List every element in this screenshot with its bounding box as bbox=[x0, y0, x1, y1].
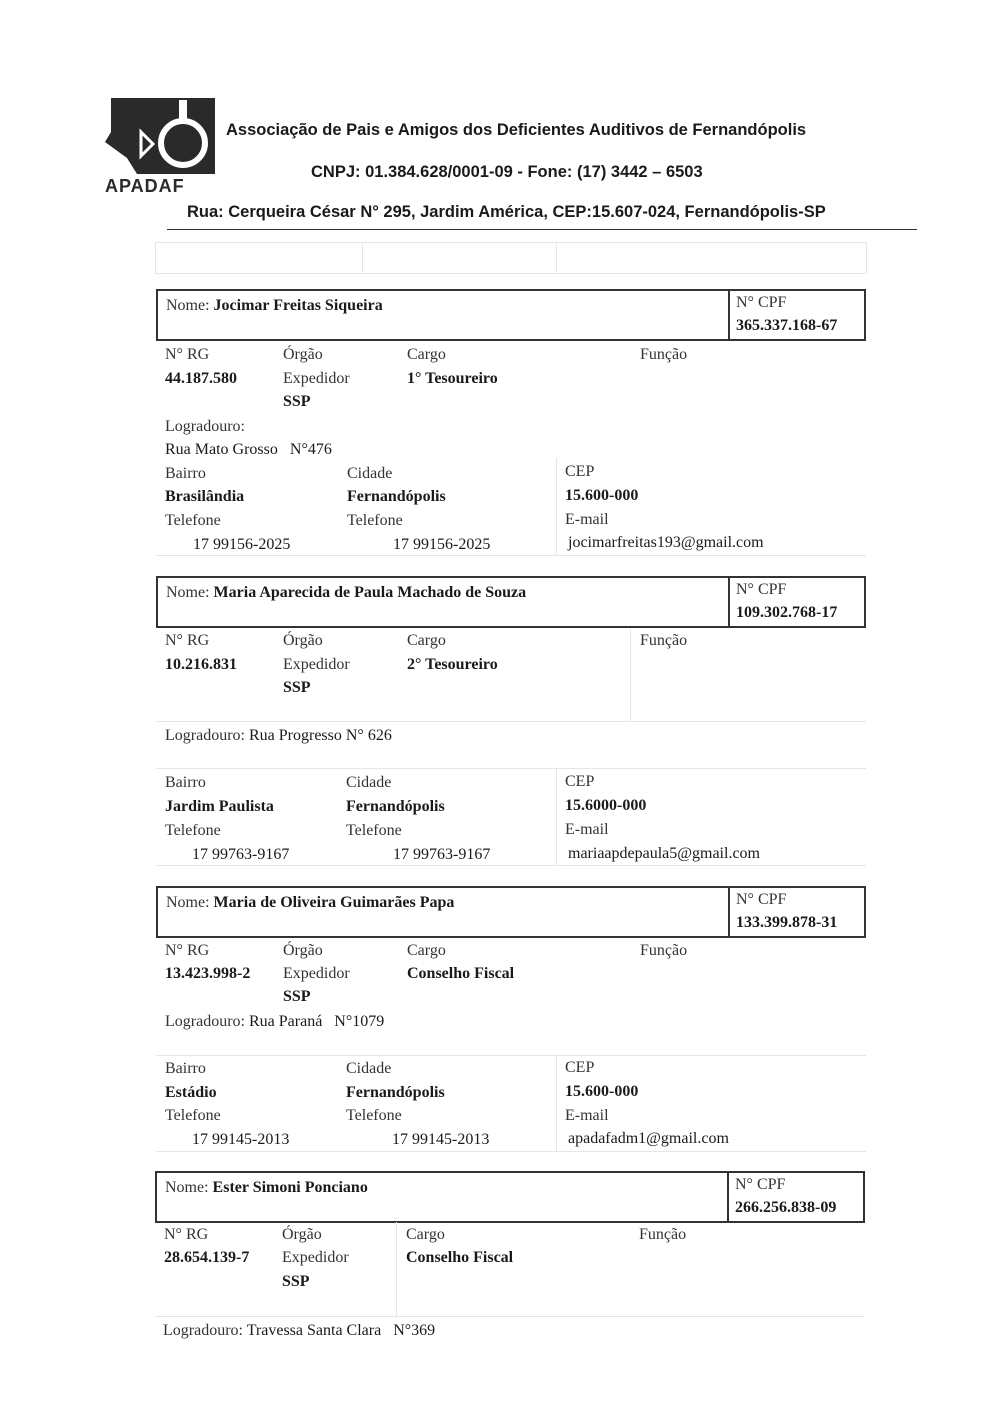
cep-value: 15.6000-000 bbox=[565, 797, 647, 814]
expedidor-label: Expedidor bbox=[283, 965, 350, 982]
logradouro-label: Logradouro: bbox=[165, 727, 245, 744]
email-label: E-mail bbox=[565, 511, 609, 528]
cargo-label: Cargo bbox=[407, 942, 446, 959]
bairro-label: Bairro bbox=[165, 774, 206, 791]
rg-label: N° RG bbox=[165, 942, 210, 959]
orgao-label: Órgão bbox=[282, 1226, 322, 1243]
logradouro-label: Logradouro: bbox=[163, 1322, 243, 1339]
bairro-value: Estádio bbox=[165, 1084, 217, 1101]
email-label: E-mail bbox=[565, 821, 609, 838]
bairro-label: Bairro bbox=[165, 465, 206, 482]
name-box bbox=[156, 289, 866, 341]
rg-value: 10.216.831 bbox=[165, 656, 237, 673]
telefone-label: Telefone bbox=[346, 822, 402, 839]
name-label: Nome: bbox=[166, 297, 210, 314]
cep-label: CEP bbox=[565, 773, 595, 790]
logradouro-line bbox=[165, 726, 392, 746]
rg-value: 13.423.998-2 bbox=[165, 965, 251, 982]
cidade-label: Cidade bbox=[347, 465, 393, 482]
cidade-value: Fernandópolis bbox=[346, 798, 445, 815]
orgao-label: Órgão bbox=[283, 942, 323, 959]
orgao-value: SSP bbox=[283, 988, 311, 1005]
funcao-label: Função bbox=[640, 942, 688, 959]
cep-label: CEP bbox=[565, 1059, 595, 1076]
name-label: Nome: bbox=[166, 584, 210, 601]
logradouro-value: Rua Paraná N°1079 bbox=[248, 1013, 385, 1030]
telefone-value: 17 99156-2025 bbox=[393, 536, 491, 553]
funcao-label: Função bbox=[640, 346, 688, 363]
email-value: apadafadm1@gmail.com bbox=[568, 1130, 729, 1147]
orgao-label: Órgão bbox=[283, 346, 323, 363]
rg-label: N° RG bbox=[165, 346, 210, 363]
name-box bbox=[156, 576, 866, 628]
telefone-label: Telefone bbox=[165, 822, 221, 839]
name-label: Nome: bbox=[166, 894, 210, 911]
cidade-label: Cidade bbox=[346, 774, 392, 791]
funcao-label: Função bbox=[640, 632, 688, 649]
cpf-label: N° CPF bbox=[736, 891, 787, 908]
cpf-label: N° CPF bbox=[736, 294, 787, 311]
member-name: Maria Aparecida de Paula Machado de Souza bbox=[213, 584, 527, 601]
orgao-value: SSP bbox=[283, 393, 311, 410]
logo-wordmark: APADAF bbox=[105, 176, 185, 196]
cpf-value: 133.399.878-31 bbox=[736, 914, 838, 931]
cargo-value: 2° Tesoureiro bbox=[407, 656, 498, 673]
email-value: jocimarfreitas193@gmail.com bbox=[568, 534, 764, 551]
telefone-value: 17 99763-9167 bbox=[393, 846, 491, 863]
logradouro-label: Logradouro: bbox=[165, 1013, 245, 1030]
bairro-label: Bairro bbox=[165, 1060, 206, 1077]
telefone-value: 17 99763-9167 bbox=[192, 846, 290, 863]
logradouro-label: Logradouro: bbox=[165, 418, 245, 435]
cargo-value: Conselho Fiscal bbox=[406, 1249, 514, 1266]
orgao-label: Órgão bbox=[283, 632, 323, 649]
rg-label: N° RG bbox=[165, 632, 210, 649]
cep-value: 15.600-000 bbox=[565, 487, 639, 504]
cargo-label: Cargo bbox=[406, 1226, 445, 1243]
apadaf-logo bbox=[103, 98, 219, 198]
expedidor-label: Expedidor bbox=[282, 1249, 349, 1266]
cargo-value: 1° Tesoureiro bbox=[407, 370, 498, 387]
cidade-value: Fernandópolis bbox=[347, 488, 446, 505]
email-value: mariaapdepaula5@gmail.com bbox=[568, 845, 760, 862]
telefone-label: Telefone bbox=[165, 512, 221, 529]
telefone-label: Telefone bbox=[165, 1107, 221, 1124]
rg-label: N° RG bbox=[164, 1226, 209, 1243]
member-name: Jocimar Freitas Siqueira bbox=[213, 297, 383, 314]
cep-value: 15.600-000 bbox=[565, 1083, 639, 1100]
cpf-label: N° CPF bbox=[735, 1176, 786, 1193]
cidade-label: Cidade bbox=[346, 1060, 392, 1077]
logradouro-line bbox=[163, 1321, 435, 1341]
association-address: Rua: Cerqueira César N° 295, Jardim América, CEP:15.607-024, Fernandópolis-SP bbox=[187, 203, 826, 221]
cargo-label: Cargo bbox=[407, 632, 446, 649]
telefone-value: 17 99145-2013 bbox=[392, 1131, 490, 1148]
name-box bbox=[156, 886, 866, 938]
ear-logo-icon bbox=[103, 98, 219, 182]
telefone-value: 17 99156-2025 bbox=[193, 536, 291, 553]
orgao-value: SSP bbox=[282, 1273, 310, 1290]
cpf-value: 266.256.838-09 bbox=[735, 1199, 837, 1216]
member-name: Ester Simoni Ponciano bbox=[212, 1179, 368, 1196]
telefone-label: Telefone bbox=[347, 512, 403, 529]
logradouro-value: Rua Progresso N° 626 bbox=[248, 727, 392, 744]
cep-label: CEP bbox=[565, 463, 595, 480]
cargo-label: Cargo bbox=[407, 346, 446, 363]
name-box bbox=[155, 1171, 865, 1223]
member-name: Maria de Oliveira Guimarães Papa bbox=[213, 894, 455, 911]
orgao-value: SSP bbox=[283, 679, 311, 696]
funcao-label: Função bbox=[639, 1226, 687, 1243]
association-name: Associação de Pais e Amigos dos Deficientes Auditivos de Fernandópolis bbox=[226, 121, 807, 139]
expedidor-label: Expedidor bbox=[283, 370, 350, 387]
bairro-value: Brasilândia bbox=[165, 488, 245, 505]
logradouro-line bbox=[165, 1012, 384, 1032]
telefone-value: 17 99145-2013 bbox=[192, 1131, 290, 1148]
cpf-value: 365.337.168-67 bbox=[736, 317, 838, 334]
empty-table-row bbox=[155, 242, 867, 274]
header-divider bbox=[167, 229, 917, 230]
cidade-value: Fernandópolis bbox=[346, 1084, 445, 1101]
bairro-value: Jardim Paulista bbox=[165, 798, 274, 815]
email-label: E-mail bbox=[565, 1107, 609, 1124]
cpf-value: 109.302.768-17 bbox=[736, 604, 838, 621]
rg-value: 44.187.580 bbox=[165, 370, 237, 387]
cargo-value: Conselho Fiscal bbox=[407, 965, 515, 982]
cpf-label: N° CPF bbox=[736, 581, 787, 598]
rg-value: 28.654.139-7 bbox=[164, 1249, 250, 1266]
cnpj-phone: CNPJ: 01.384.628/0001-09 - Fone: (17) 3442 – 6503 bbox=[311, 163, 703, 181]
logradouro-value: Rua Mato Grosso N°476 bbox=[165, 441, 332, 458]
expedidor-label: Expedidor bbox=[283, 656, 350, 673]
telefone-label: Telefone bbox=[346, 1107, 402, 1124]
name-label: Nome: bbox=[165, 1179, 209, 1196]
logradouro-value: Travessa Santa Clara N°369 bbox=[246, 1322, 436, 1339]
